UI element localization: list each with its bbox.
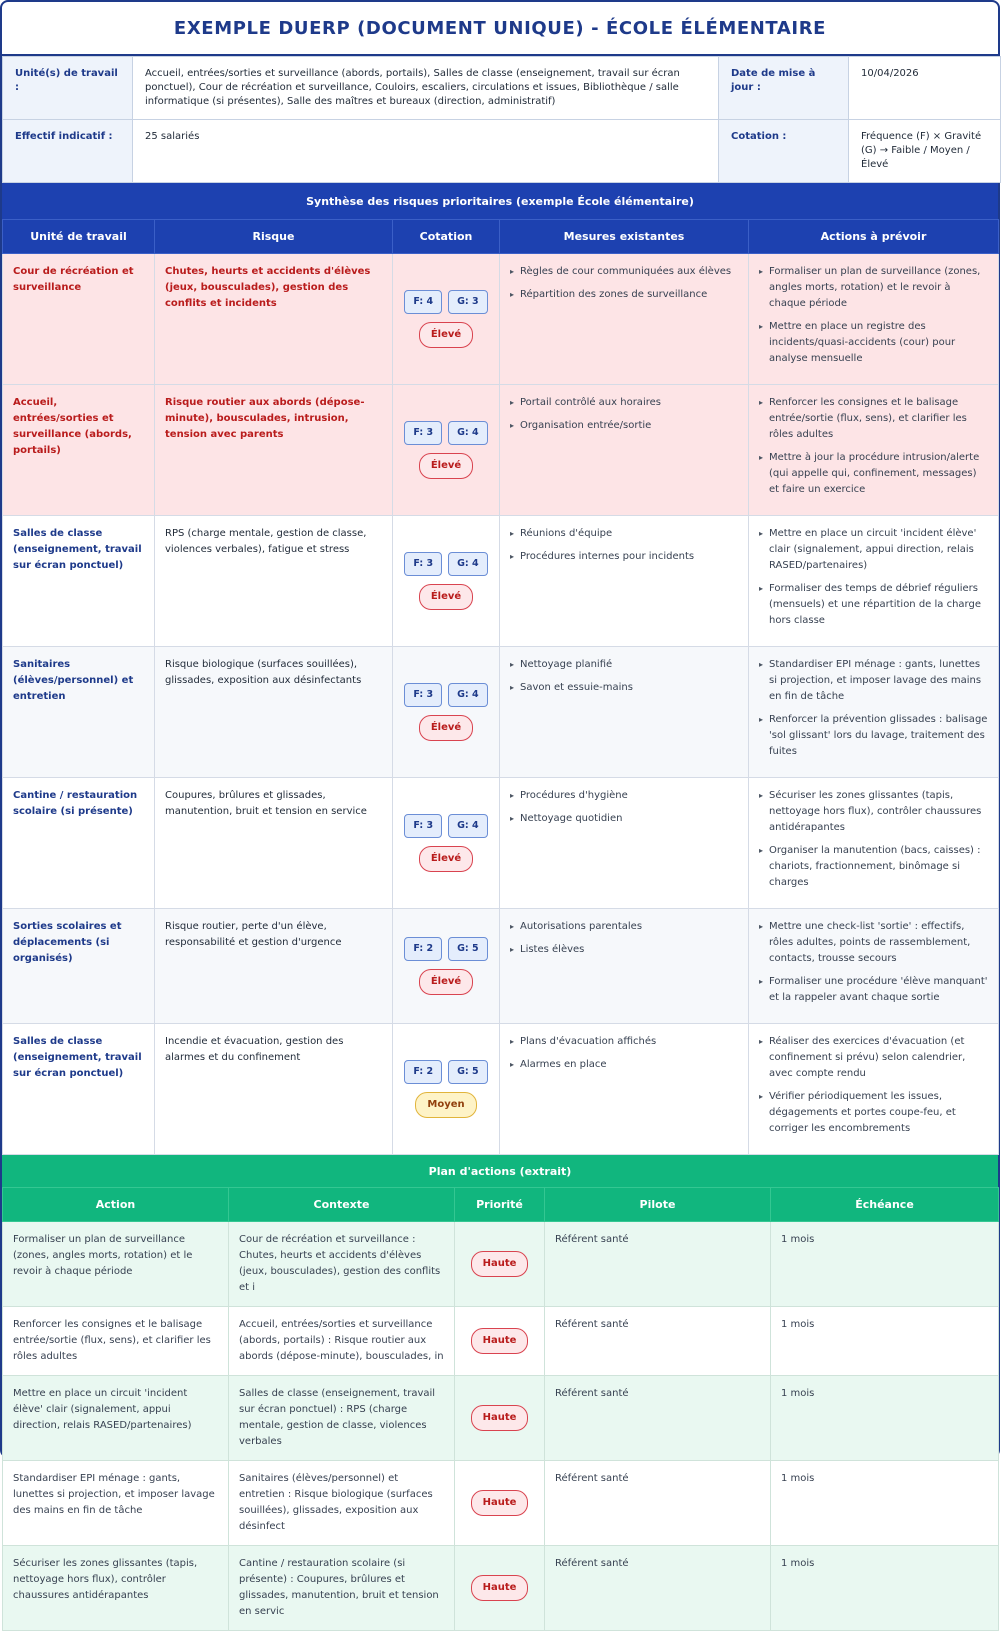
planned-actions [749,516,999,647]
existing-measures [500,385,749,516]
cotation-value: Fréquence (F) × Gravité (G) → Faible / Moyen / Élevé [849,120,1001,183]
plan-context: Cantine / restauration scolaire (si présente) : Coupures, brûlures et glissades, manutention, bruit et tension en servic [229,1546,455,1631]
plan-header-priority: Priorité [455,1188,545,1222]
plan-deadline: 1 mois [771,1222,999,1307]
plan-context: Accueil, entrées/sorties et surveillance (abords, portails) : Risque routier aux abords (dépose-minute), bousculades, in [229,1307,455,1376]
risks-header-unit: Unité de travail [3,220,155,254]
priority-badge: Haute [471,1251,529,1277]
risk-unit: Accueil, entrées/sorties et surveillance (abords, portails) [3,385,155,516]
risk-level-badge: Élevé [419,715,473,741]
info-table [2,56,1001,183]
plan-deadline: 1 mois [771,1546,999,1631]
plan-priority [455,1307,545,1376]
planned-action-item: ▸ Renforcer les consignes et le balisage entrée/sortie (flux, sens), et clarifier les rôles adultes [759,395,988,443]
risk-unit: Salles de classe (enseignement, travail sur écran ponctuel) [3,1024,155,1155]
risk-level-badge: Élevé [419,453,473,479]
plan-deadline: 1 mois [771,1307,999,1376]
risk-cotation [393,1024,500,1155]
planned-action-item: ▸ Sécuriser les zones glissantes (tapis, nettoyage hors flux), contrôler chaussures antidérapantes [759,788,988,836]
plan-action: Renforcer les consignes et le balisage entrée/sortie (flux, sens), et clarifier les rôles adultes [3,1307,229,1376]
plan-pilot: Référent santé [545,1222,771,1307]
risks-section-title: Synthèse des risques prioritaires (exemple École élémentaire) [2,183,998,219]
frequency-chip: F: 3 [404,814,442,838]
planned-action-item: ▸ Mettre en place un registre des incidents/quasi-accidents (cour) pour analyse mensuelle [759,319,988,367]
plan-row [3,1461,999,1546]
gravity-chip: G: 4 [448,814,488,838]
risk-level-badge: Élevé [419,322,473,348]
existing-measure-item: ▸ Nettoyage quotidien [510,811,738,827]
planned-action-item: ▸ Formaliser un plan de surveillance (zones, angles morts, rotation) et le revoir à chaque période [759,264,988,312]
frequency-chip: F: 3 [404,683,442,707]
existing-measure-item: ▸ Savon et essuie-mains [510,680,738,696]
plan-priority [455,1376,545,1461]
units-label: Unité(s) de travail : [3,57,133,120]
risk-cotation [393,385,500,516]
plan-table [2,1187,999,1631]
risk-level-badge: Élevé [419,969,473,995]
existing-measure-item: ▸ Procédures d'hygiène [510,788,738,804]
existing-measures [500,254,749,385]
cotation-label: Cotation : [719,120,849,183]
planned-action-item: ▸ Formaliser une procédure 'élève manquant' et la rappeler avant chaque sortie [759,974,988,1006]
plan-header-action: Action [3,1188,229,1222]
risk-level-badge: Élevé [419,846,473,872]
plan-section-title: Plan d'actions (extrait) [2,1155,998,1187]
risk-row [3,385,999,516]
planned-action-item: ▸ Vérifier périodiquement les issues, dégagements et portes coupe-feu, et corriger les encombrements [759,1089,988,1137]
plan-context: Sanitaires (élèves/personnel) et entretien : Risque biologique (surfaces souillées), glissades, exposition aux désinfect [229,1461,455,1546]
risk-level-badge: Élevé [419,584,473,610]
risk-description: Chutes, heurts et accidents d'élèves (jeux, bousculades), gestion des conflits et incidents [155,254,393,385]
existing-measure-item: ▸ Répartition des zones de surveillance [510,287,738,303]
planned-actions [749,909,999,1024]
existing-measure-item: ▸ Règles de cour communiquées aux élèves [510,264,738,280]
planned-action-item: ▸ Formaliser des temps de débrief réguliers (mensuels) et une répartition de la charge hors classe [759,581,988,629]
plan-row [3,1376,999,1461]
effectif-label: Effectif indicatif : [3,120,133,183]
existing-measure-item: ▸ Listes élèves [510,942,738,958]
plan-deadline: 1 mois [771,1376,999,1461]
planned-action-item: ▸ Organiser la manutention (bacs, caisses) : chariots, fractionnement, binômage si charges [759,843,988,891]
plan-row [3,1307,999,1376]
plan-context: Cour de récréation et surveillance : Chutes, heurts et accidents d'élèves (jeux, bousculades), gestion des conflits et i [229,1222,455,1307]
gravity-chip: G: 4 [448,683,488,707]
risks-header-cotation: Cotation [393,220,500,254]
gravity-chip: G: 4 [448,421,488,445]
risk-cotation [393,909,500,1024]
plan-row [3,1546,999,1631]
risk-unit: Cour de récréation et surveillance [3,254,155,385]
plan-pilot: Référent santé [545,1307,771,1376]
risk-cotation [393,647,500,778]
plan-action: Sécuriser les zones glissantes (tapis, nettoyage hors flux), contrôler chaussures antidérapantes [3,1546,229,1631]
frequency-chip: F: 4 [404,290,442,314]
plan-action: Formaliser un plan de surveillance (zones, angles morts, rotation) et le revoir à chaque période [3,1222,229,1307]
gravity-chip: G: 5 [448,1060,488,1084]
risk-row [3,647,999,778]
risk-unit: Sorties scolaires et déplacements (si organisés) [3,909,155,1024]
frequency-chip: F: 2 [404,937,442,961]
risks-header-existing: Mesures existantes [500,220,749,254]
existing-measure-item: ▸ Autorisations parentales [510,919,738,935]
risk-row [3,1024,999,1155]
risk-description: Incendie et évacuation, gestion des alarmes et du confinement [155,1024,393,1155]
plan-header-deadline: Échéance [771,1188,999,1222]
existing-measure-item: ▸ Réunions d'équipe [510,526,738,542]
planned-actions [749,778,999,909]
priority-badge: Haute [471,1405,529,1431]
existing-measure-item: ▸ Plans d'évacuation affichés [510,1034,738,1050]
plan-pilot: Référent santé [545,1376,771,1461]
existing-measures [500,516,749,647]
risk-cotation [393,778,500,909]
risk-row [3,909,999,1024]
frequency-chip: F: 2 [404,1060,442,1084]
units-value: Accueil, entrées/sorties et surveillance (abords, portails), Salles de classe (enseignement, travail sur écran ponctuel), Cour de récréation et surveillance, Couloirs, escaliers, circulations et issues, Bibliothèque / salle informatique (si présentes), Salle des maîtres et bureaux (direction, administratif) [133,57,719,120]
planned-action-item: ▸ Réaliser des exercices d'évacuation (et confinement si prévu) selon calendrier, avec compte rendu [759,1034,988,1082]
plan-priority [455,1546,545,1631]
risk-description: Risque biologique (surfaces souillées), glissades, exposition aux désinfectants [155,647,393,778]
risk-unit: Salles de classe (enseignement, travail sur écran ponctuel) [3,516,155,647]
risks-header-risk: Risque [155,220,393,254]
priority-badge: Haute [471,1328,529,1354]
plan-priority [455,1222,545,1307]
planned-actions [749,385,999,516]
plan-header-pilot: Pilote [545,1188,771,1222]
existing-measures [500,778,749,909]
priority-badge: Haute [471,1575,529,1601]
plan-pilot: Référent santé [545,1546,771,1631]
effectif-value: 25 salariés [133,120,719,183]
existing-measure-item: ▸ Procédures internes pour incidents [510,549,738,565]
plan-deadline: 1 mois [771,1461,999,1546]
existing-measure-item: ▸ Portail contrôlé aux horaires [510,395,738,411]
planned-actions [749,647,999,778]
gravity-chip: G: 4 [448,552,488,576]
risk-description: Risque routier aux abords (dépose-minute), bousculades, intrusion, tension avec parents [155,385,393,516]
risk-row [3,254,999,385]
planned-actions [749,1024,999,1155]
existing-measure-item: ▸ Alarmes en place [510,1057,738,1073]
planned-action-item: ▸ Mettre en place un circuit 'incident élève' clair (signalement, appui direction, relais RASED/partenaires) [759,526,988,574]
existing-measure-item: ▸ Nettoyage planifié [510,657,738,673]
plan-action: Standardiser EPI ménage : gants, lunettes si projection, et imposer lavage des mains en fin de tâche [3,1461,229,1546]
existing-measures [500,647,749,778]
risks-header-actions: Actions à prévoir [749,220,999,254]
plan-row [3,1222,999,1307]
plan-pilot: Référent santé [545,1461,771,1546]
risk-level-badge: Moyen [415,1092,476,1118]
plan-context: Salles de classe (enseignement, travail sur écran ponctuel) : RPS (charge mentale, gestion de classe, violences verbales [229,1376,455,1461]
document-title: EXEMPLE DUERP (DOCUMENT UNIQUE) - ÉCOLE ÉLÉMENTAIRE [2,2,998,56]
risk-row [3,516,999,647]
planned-action-item: ▸ Mettre une check-list 'sortie' : effectifs, rôles adultes, points de rassemblement, contacts, trousse secours [759,919,988,967]
frequency-chip: F: 3 [404,421,442,445]
risk-description: Risque routier, perte d'un élève, responsabilité et gestion d'urgence [155,909,393,1024]
risk-row [3,778,999,909]
gravity-chip: G: 3 [448,290,488,314]
plan-header-context: Contexte [229,1188,455,1222]
existing-measure-item: ▸ Organisation entrée/sortie [510,418,738,434]
risk-cotation [393,254,500,385]
risk-unit: Sanitaires (élèves/personnel) et entretien [3,647,155,778]
risk-description: Coupures, brûlures et glissades, manutention, bruit et tension en service [155,778,393,909]
risk-cotation [393,516,500,647]
existing-measures [500,1024,749,1155]
risk-unit: Cantine / restauration scolaire (si présente) [3,778,155,909]
priority-badge: Haute [471,1490,529,1516]
planned-action-item: ▸ Mettre à jour la procédure intrusion/alerte (qui appelle qui, confinement, messages) et faire un exercice [759,450,988,498]
plan-priority [455,1461,545,1546]
plan-action: Mettre en place un circuit 'incident élève' clair (signalement, appui direction, relais RASED/partenaires) [3,1376,229,1461]
date-value: 10/04/2026 [849,57,1001,120]
risk-description: RPS (charge mentale, gestion de classe, violences verbales), fatigue et stress [155,516,393,647]
planned-action-item: ▸ Renforcer la prévention glissades : balisage 'sol glissant' lors du lavage, traitement des fuites [759,712,988,760]
planned-action-item: ▸ Standardiser EPI ménage : gants, lunettes si projection, et imposer lavage des mains en fin de tâche [759,657,988,705]
gravity-chip: G: 5 [448,937,488,961]
risks-table [2,219,999,1155]
planned-actions [749,254,999,385]
date-label: Date de mise à jour : [719,57,849,120]
existing-measures [500,909,749,1024]
frequency-chip: F: 3 [404,552,442,576]
